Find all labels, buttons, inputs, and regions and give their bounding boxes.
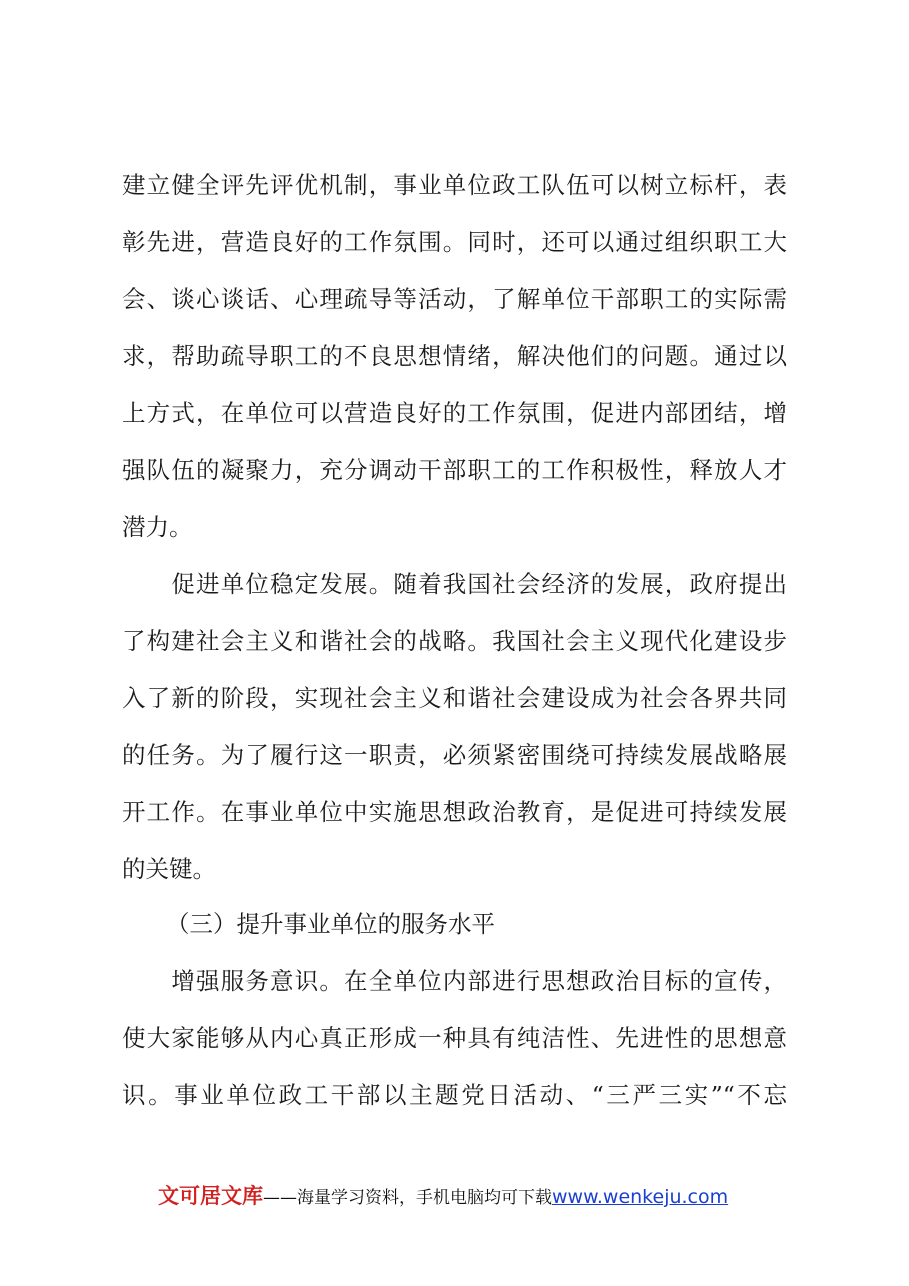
body-line-13: 的关键。 <box>122 855 216 883</box>
body-line-8: 促进单位稳定发展。随着我国社会经济的发展，政府提出 <box>122 570 787 598</box>
footer-tagline: ——海量学习资料，手机电脑均可下载 <box>263 1188 552 1208</box>
section-heading: （三）提升事业单位的服务水平 <box>166 910 495 938</box>
body-line-6: 强队伍的凝聚力，充分调动干部职工的工作积极性，释放人才 <box>122 456 787 484</box>
body-line-7: 潜力。 <box>122 513 193 541</box>
body-line-15: 增强服务意识。在全单位内部进行思想政治目标的宣传， <box>122 967 787 995</box>
body-line-11: 的任务。为了履行这一职责，必须紧密围绕可持续发展战略展 <box>122 741 787 769</box>
footer-banner <box>158 1181 728 1211</box>
body-line-10: 入了新的阶段，实现社会主义和谐社会建设成为社会各界共同 <box>122 684 787 712</box>
footer-website-link[interactable]: www.wenkeju.com <box>552 1186 729 1208</box>
body-line-17: 识。事业单位政工干部以主题党日活动、“三严三实”“不忘 <box>122 1081 787 1109</box>
body-line-4: 求，帮助疏导职工的不良思想情绪，解决他们的问题。通过以 <box>122 342 787 370</box>
body-line-5: 上方式，在单位可以营造良好的工作氛围，促进内部团结，增 <box>122 399 787 427</box>
footer-brand: 文可居文库 <box>158 1184 263 1208</box>
body-line-9: 了构建社会主义和谐社会的战略。我国社会主义现代化建设步 <box>122 627 787 655</box>
body-line-12: 开工作。在事业单位中实施思想政治教育，是促进可持续发展 <box>122 798 787 826</box>
body-line-3: 会、谈心谈话、心理疏导等活动，了解单位干部职工的实际需 <box>122 285 787 313</box>
body-line-2: 彰先进，营造良好的工作氛围。同时，还可以通过组织职工大 <box>122 228 787 256</box>
body-line-16: 使大家能够从内心真正形成一种具有纯洁性、先进性的思想意 <box>122 1024 787 1052</box>
body-line-1: 建立健全评先评优机制，事业单位政工队伍可以树立标杆，表 <box>122 171 787 199</box>
